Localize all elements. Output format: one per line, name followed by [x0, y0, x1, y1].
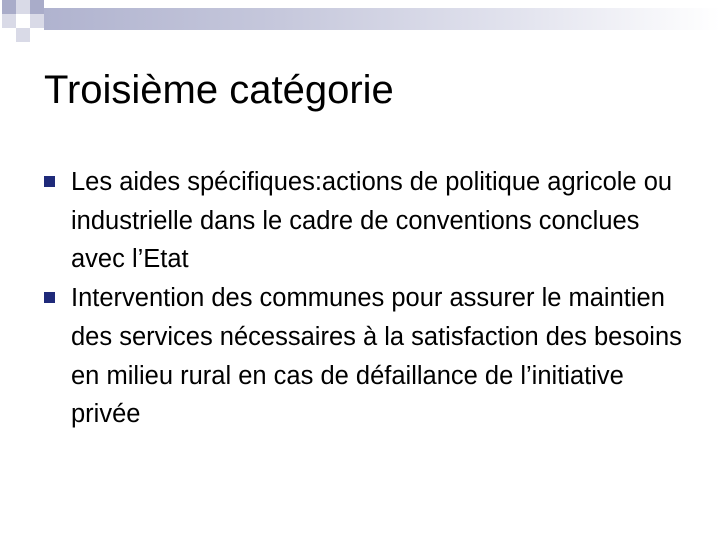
bullet-item	[44, 279, 684, 434]
header-square	[16, 0, 30, 14]
header-decoration	[0, 0, 720, 46]
header-square	[16, 14, 30, 28]
header-square	[30, 0, 44, 14]
bullet-list	[44, 163, 684, 434]
bullet-text: Intervention des communes pour assurer le maintien des services nécessaires à la satisfaction des besoins en milieu rural en cas de défaillance de l’initiative privée	[71, 284, 682, 429]
square-bullet-icon	[44, 292, 55, 303]
bullet-item	[44, 163, 684, 279]
header-square	[30, 14, 44, 28]
slide-title: Troisième catégorie	[44, 68, 394, 112]
bullet-text: Les aides spécifiques:actions de politique agricole ou industrielle dans le cadre de conventions conclues avec l’Etat	[71, 168, 673, 274]
header-square	[2, 0, 16, 14]
square-bullet-icon	[44, 176, 55, 187]
header-square	[16, 28, 30, 42]
header-gradient-band	[44, 8, 720, 30]
header-square	[2, 14, 16, 28]
